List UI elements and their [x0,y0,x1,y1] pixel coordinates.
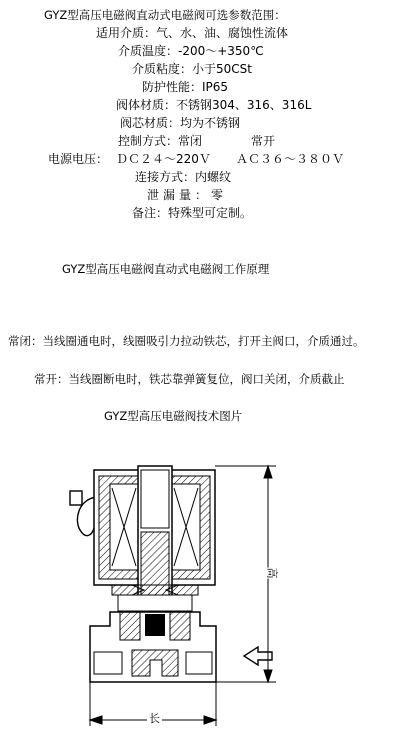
figure-title: GYZ型高压电磁阀技术图片 [104,409,243,423]
bonnet [112,585,198,611]
spec-protection: 防护性能：IP65 [142,80,229,94]
spec-medium: 适用介质：气、水、油、腐蚀性流体 [96,26,289,40]
valve-body [90,612,216,682]
principle-normally-open: 常开：当线圈断电时，铁芯靠弹簧复位，阀口关闭，介质截止 [34,372,345,386]
spec-viscosity: 介质粘度：小于50CSt [132,62,252,76]
spec-control-alt: 常开 [251,134,276,148]
spec-leakage: 泄漏量：零 [147,188,228,202]
spec-control-label: 控制方式：常闭 [118,134,203,148]
principle-normally-closed: 常闭：当线圈通电时，线圈吸引力拉动铁芯，打开主阀口，介质通过。 [8,334,365,348]
spec-temperature: 介质温度：-200～+350℃ [118,44,264,58]
principle-title: GYZ型高压电磁阀直动式电磁阀工作原理 [62,262,270,276]
length-label: 长 [149,712,160,725]
spec-voltage-ac: ＡＣ３６～３８０Ｖ [236,152,345,166]
spec-voltage-dc: ＤＣ２４～220Ｖ [116,152,211,166]
spec-heading: GYZ型高压电磁阀直动式电磁阀可选参数范围： [44,8,286,22]
spec-connection: 连接方式：内螺纹 [135,170,232,184]
spec-core-material: 阀芯材质：均为不锈钢 [120,116,241,130]
height-label: 高 [265,567,279,579]
spec-body-material: 阀体材质：不锈钢304、316、316L [116,98,312,112]
spec-voltage-label: 电源电压： [48,152,109,166]
spec-remark: 备注：特殊型可定制。 [132,206,253,220]
lead-wire [70,491,96,536]
